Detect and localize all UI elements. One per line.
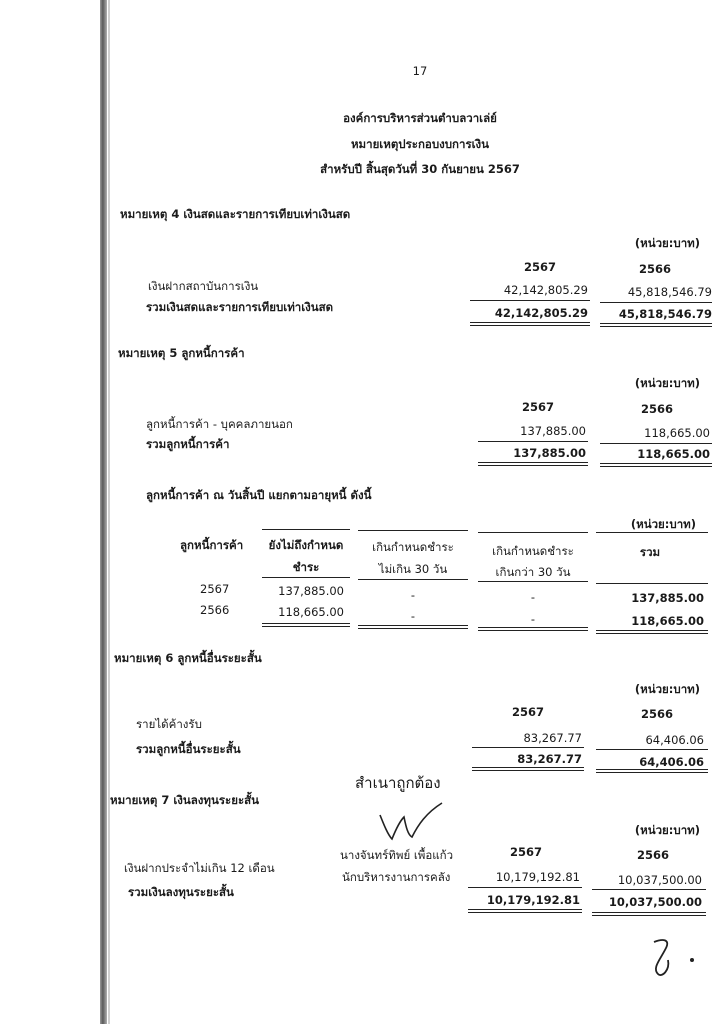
note5-total-double-line-2567 bbox=[478, 462, 588, 466]
report-period: สำหรับปี สิ้นสุดวันที่ 30 กันยายน 2567 bbox=[320, 162, 520, 176]
note6-total-2567: 83,267.77 bbox=[517, 752, 582, 766]
aging-row-not-due: 118,665.00 bbox=[278, 605, 344, 619]
aging-col3-double-line bbox=[478, 627, 588, 631]
note4-row-label: เงินฝากสถาบันการเงิน bbox=[148, 279, 259, 293]
aging-col3-top-line bbox=[478, 532, 588, 533]
aging-col4-header: รวม bbox=[639, 545, 661, 559]
note7-row-2566: 10,037,500.00 bbox=[617, 873, 702, 887]
signature-mark bbox=[370, 795, 450, 845]
note5-subtotal-line-2567 bbox=[478, 441, 588, 442]
aging-col2-header-bottom-line bbox=[358, 579, 468, 580]
aging-col4-top-line bbox=[596, 532, 708, 533]
note6-title: หมายเหตุ 6 ลูกหนี้อื่นระยะสั้น bbox=[114, 651, 262, 665]
note7-total-double-line-2567 bbox=[468, 909, 582, 913]
note4-total-double-line-2566 bbox=[600, 323, 712, 327]
note5-subtotal-line-2566 bbox=[600, 443, 712, 444]
note4-total-2567: 42,142,805.29 bbox=[494, 306, 588, 320]
aging-col-label: ลูกหนี้การค้า bbox=[180, 538, 244, 552]
note6-row-label: รายได้ค้างรับ bbox=[136, 717, 202, 731]
aging-row-year: 2567 bbox=[200, 582, 230, 596]
note6-row-2567: 83,267.77 bbox=[523, 731, 582, 745]
note6-year-2566: 2566 bbox=[640, 707, 673, 721]
note4-year-2566: 2566 bbox=[638, 262, 671, 276]
note7-row-label: เงินฝากประจำไม่เกิน 12 เดือน bbox=[124, 861, 275, 875]
scan-binding-shadow bbox=[108, 0, 110, 1024]
report-subtitle: หมายเหตุประกอบงบการเงิน bbox=[350, 137, 490, 151]
note5-row-2566: 118,665.00 bbox=[644, 426, 710, 440]
note4-subtotal-line-2566 bbox=[600, 302, 712, 303]
note6-total-label: รวมลูกหนี้อื่นระยะสั้น bbox=[136, 742, 241, 756]
note5-total-double-line-2566 bbox=[600, 463, 712, 467]
aging-col1-header-bottom-line bbox=[262, 577, 350, 578]
aging-col4-header-bottom-line bbox=[596, 583, 708, 584]
note7-subtotal-line-2567 bbox=[468, 887, 582, 888]
aging-unit: (หน่วย:บาท) bbox=[630, 517, 696, 531]
note7-total-2566: 10,037,500.00 bbox=[608, 895, 702, 909]
note5-row-label: ลูกหนี้การค้า - บุคคลภายนอก bbox=[146, 417, 293, 431]
note6-subtotal-line-2567 bbox=[472, 747, 584, 748]
note5-row-2567: 137,885.00 bbox=[520, 424, 586, 438]
note7-row-2567: 10,179,192.81 bbox=[495, 870, 580, 884]
note6-year-2567: 2567 bbox=[511, 705, 544, 719]
aging-row-within30: - bbox=[410, 588, 416, 602]
aging-col1-header-line2: ชำระ bbox=[292, 560, 320, 574]
aging-col3-header-bottom-line bbox=[478, 581, 588, 582]
aging-col1-double-line bbox=[262, 623, 350, 627]
aging-row-year: 2566 bbox=[200, 603, 230, 617]
aging-row-total: 118,665.00 bbox=[631, 614, 704, 628]
note6-row-2566: 64,406.06 bbox=[645, 733, 704, 747]
note5-unit: (หน่วย:บาท) bbox=[634, 376, 700, 390]
note5-total-2567: 137,885.00 bbox=[513, 446, 586, 460]
note6-total-double-line-2566 bbox=[596, 769, 708, 773]
note4-total-label: รวมเงินสดและรายการเทียบเท่าเงินสด bbox=[146, 300, 334, 314]
aging-row-within30: - bbox=[410, 609, 416, 623]
note5-total-label: รวมลูกหนี้การค้า bbox=[146, 437, 230, 451]
note7-unit: (หน่วย:บาท) bbox=[634, 823, 700, 837]
certified-copy-stamp: สำเนาถูกต้อง bbox=[355, 774, 441, 792]
aging-col1-header-line1: ยังไม่ถึงกำหนด bbox=[268, 538, 344, 552]
note5-year-2566: 2566 bbox=[640, 402, 673, 416]
note5-title: หมายเหตุ 5 ลูกหนี้การค้า bbox=[118, 346, 245, 360]
note4-row-2566: 45,818,546.79 bbox=[627, 285, 712, 299]
aging-row-total: 137,885.00 bbox=[631, 591, 704, 605]
note4-title: หมายเหตุ 4 เงินสดและรายการเทียบเท่าเงินสด bbox=[120, 207, 351, 221]
note4-total-double-line-2567 bbox=[470, 322, 590, 326]
aging-col2-header-line1: เกินกำหนดชำระ bbox=[372, 540, 454, 554]
aging-col2-top-line bbox=[358, 530, 468, 531]
note7-year-2567: 2567 bbox=[509, 845, 542, 859]
org-title: องค์การบริหารส่วนตำบลวาเล่ย์ bbox=[343, 111, 497, 125]
note6-total-double-line-2567 bbox=[472, 767, 584, 771]
aging-col4-double-line bbox=[596, 630, 708, 634]
note4-total-2566: 45,818,546.79 bbox=[618, 307, 712, 321]
note5-year-2567: 2567 bbox=[521, 400, 554, 414]
note7-year-2566: 2566 bbox=[636, 848, 669, 862]
note5-total-2566: 118,665.00 bbox=[637, 447, 710, 461]
page-number: 17 bbox=[412, 64, 428, 78]
signer-name: นางจันทร์ทิพย์ เพื้อแก้ว bbox=[340, 848, 454, 862]
note7-total-label: รวมเงินลงทุนระยะสั้น bbox=[128, 885, 234, 899]
aging-row-not-due: 137,885.00 bbox=[278, 584, 344, 598]
aging-col2-double-line bbox=[358, 625, 468, 629]
aging-col1-top-line bbox=[262, 529, 350, 530]
aging-row-over30: - bbox=[530, 612, 536, 626]
note7-title: หมายเหตุ 7 เงินลงทุนระยะสั้น bbox=[110, 793, 260, 807]
note7-total-double-line-2566 bbox=[592, 912, 706, 916]
signer-position: นักบริหารงานการคลัง bbox=[342, 870, 451, 884]
note6-subtotal-line-2566 bbox=[596, 749, 708, 750]
note4-unit: (หน่วย:บาท) bbox=[634, 236, 700, 250]
note7-subtotal-line-2566 bbox=[592, 889, 706, 890]
note6-total-2566: 64,406.06 bbox=[639, 755, 704, 769]
aging-title: ลูกหนี้การค้า ณ วันสิ้นปี แยกตามอายุหนี้ ดังนี้ bbox=[146, 488, 372, 502]
note6-unit: (หน่วย:บาท) bbox=[634, 682, 700, 696]
scan-binding-edge bbox=[100, 0, 107, 1024]
aging-col3-header-line2: เกินกว่า 30 วัน bbox=[495, 565, 571, 579]
aging-col3-header-line1: เกินกำหนดชำระ bbox=[492, 544, 574, 558]
note4-year-2567: 2567 bbox=[523, 260, 556, 274]
note4-row-2567: 42,142,805.29 bbox=[503, 283, 588, 297]
aging-row-over30: - bbox=[530, 590, 536, 604]
note7-total-2567: 10,179,192.81 bbox=[486, 893, 580, 907]
initials-mark bbox=[640, 930, 710, 985]
aging-col2-header-line2: ไม่เกิน 30 วัน bbox=[378, 562, 448, 576]
note4-subtotal-line-2567 bbox=[470, 300, 590, 301]
